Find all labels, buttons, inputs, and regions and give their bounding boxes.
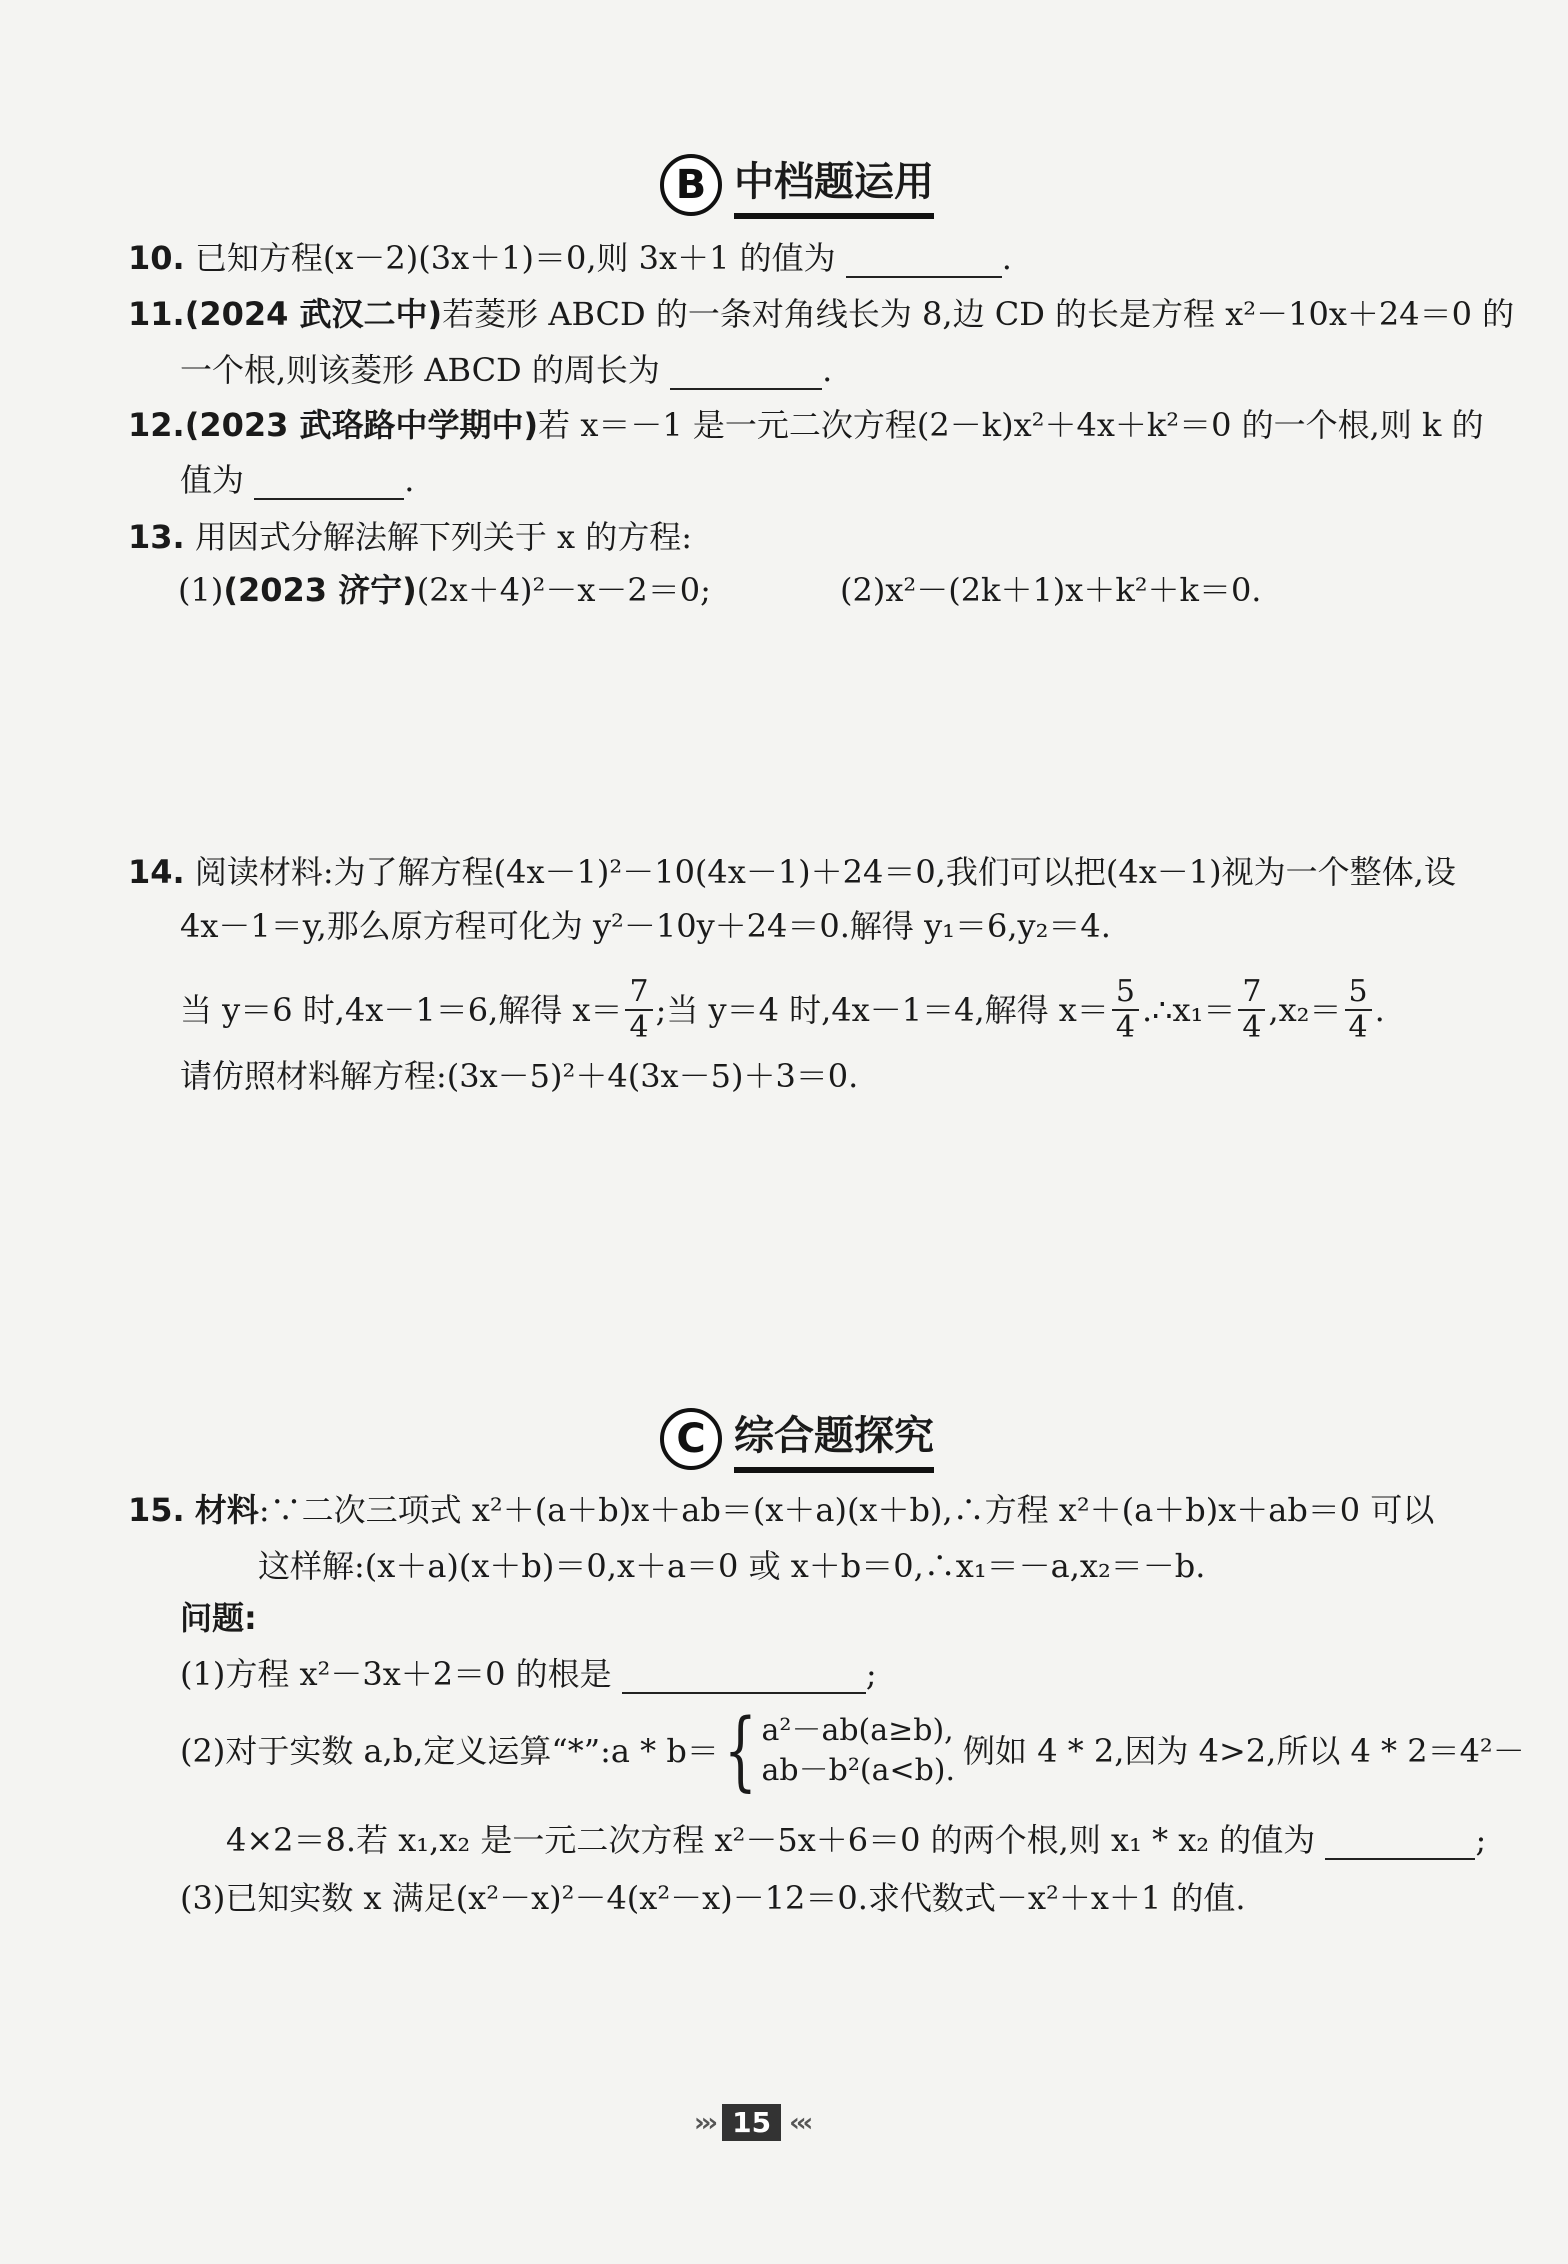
material-text: ;当 y＝4 时,4x－1＝4,解得 x＝ <box>655 991 1109 1029</box>
question-label: 问题: <box>180 1599 257 1637</box>
question-text: 若 x＝－1 是一元二次方程(2－k)x²＋4x＋k²＝0 的一个根,则 k 的 <box>538 406 1484 444</box>
case-2: ab－b²(a<b). <box>761 1753 956 1788</box>
material-text: .∴x₁＝ <box>1141 991 1236 1029</box>
question-end: . <box>822 351 833 389</box>
numerator: 5 <box>1112 975 1139 1011</box>
numerator: 7 <box>625 975 652 1011</box>
question-14 <box>128 852 1456 892</box>
question-15-part-3 <box>180 1878 1246 1918</box>
question-11 <box>128 294 1514 334</box>
denominator: 4 <box>1348 1010 1368 1045</box>
section-c-header <box>660 1404 934 1473</box>
question-number: 12. <box>128 406 185 444</box>
question-number: 13. <box>128 518 185 556</box>
section-c-badge: C <box>660 1408 722 1470</box>
question-11-line2 <box>180 350 832 390</box>
question-number: 15. <box>128 1491 185 1529</box>
material-text: :∵二次三项式 x²＋(a＋b)x＋ab＝(x＋a)(x＋b),∴方程 x²＋(a＋b)x＋ab＝0 可以 <box>258 1491 1435 1529</box>
question-text: 一个根,则该菱形 ABCD 的周长为 <box>180 351 660 389</box>
material-text: . <box>1374 991 1385 1029</box>
fraction <box>625 975 652 1045</box>
part-equation: (2x＋4)²－x－2＝0; <box>416 571 711 609</box>
question-end: . <box>404 461 415 499</box>
answer-blank[interactable] <box>1325 1826 1475 1860</box>
page-number-value: 15 <box>722 2104 781 2141</box>
answer-blank[interactable] <box>622 1660 866 1694</box>
question-15-part-1 <box>180 1654 877 1694</box>
question-text: 若菱形 ABCD 的一条对角线长为 8,边 CD 的长是方程 x²－10x＋24＝0 的 <box>442 295 1515 333</box>
question-12 <box>128 405 1484 445</box>
question-15 <box>128 1490 1434 1530</box>
question-source: (2024 武汉二中) <box>184 295 443 333</box>
answer-blank[interactable] <box>670 356 822 390</box>
question-10 <box>128 238 1012 278</box>
question-text: 已知方程(x－2)(3x＋1)＝0,则 3x＋1 的值为 <box>194 239 836 277</box>
question-15-line2 <box>258 1546 1205 1586</box>
fraction <box>1112 975 1139 1045</box>
part-label: (1) <box>178 571 224 609</box>
question-15-part-2-line2 <box>226 1820 1486 1860</box>
page-number <box>694 2104 809 2141</box>
right-chevrons-icon: ››› <box>694 2107 715 2138</box>
material-text: 这样解:(x＋a)(x＋b)＝0,x＋a＝0 或 x＋b＝0,∴x₁＝－a,x₂＝－b. <box>258 1547 1206 1585</box>
question-source: (2023 武珞路中学期中) <box>184 406 539 444</box>
answer-blank[interactable] <box>846 244 1002 278</box>
question-15-question-label <box>180 1598 257 1638</box>
piecewise-definition <box>719 1701 956 1801</box>
question-number: 14. <box>128 853 185 891</box>
question-text: 值为 <box>180 461 245 499</box>
numerator: 5 <box>1345 975 1372 1011</box>
material-text: 阅读材料:为了解方程(4x－1)²－10(4x－1)＋24＝0,我们可以把(4x－1)视为一个整体,设 <box>194 853 1456 891</box>
question-14-task <box>180 1056 858 1096</box>
denominator: 4 <box>1115 1010 1135 1045</box>
fraction <box>1345 975 1372 1045</box>
question-13 <box>128 517 692 557</box>
part-text: (1)方程 x²－3x＋2＝0 的根是 <box>180 1655 612 1693</box>
part-equation: (2)x²－(2k＋1)x＋k²＋k＝0. <box>840 571 1262 609</box>
question-text: 用因式分解法解下列关于 x 的方程: <box>194 518 693 556</box>
material-label: 材料 <box>194 1491 259 1529</box>
part-text: (3)已知实数 x 满足(x²－x)²－4(x²－x)－12＝0.求代数式－x²＋x＋1 的值. <box>180 1879 1246 1917</box>
part-text: 例如 4 * 2,因为 4>2,所以 4 * 2＝4²－ <box>963 1732 1525 1770</box>
question-14-line2 <box>180 906 1111 946</box>
question-number: 10. <box>128 239 185 277</box>
part-end: ; <box>1475 1821 1487 1859</box>
material-text: 当 y＝6 时,4x－1＝6,解得 x＝ <box>180 991 623 1029</box>
denominator: 4 <box>1242 1010 1262 1045</box>
question-15-part-2 <box>180 1701 1525 1801</box>
fraction <box>1238 975 1265 1045</box>
question-12-line2 <box>180 460 414 500</box>
left-brace: { <box>723 1701 757 1801</box>
material-text: 4x－1＝y,那么原方程可化为 y²－10y＋24＝0.解得 y₁＝6,y₂＝4. <box>180 907 1111 945</box>
section-c-title: 综合题探究 <box>734 1404 934 1473</box>
denominator: 4 <box>629 1010 649 1045</box>
question-13-part-1 <box>178 570 711 610</box>
cases <box>762 1711 956 1791</box>
question-number: 11. <box>128 295 185 333</box>
part-text: (2)对于实数 a,b,定义运算“*”:a * b＝ <box>180 1732 719 1770</box>
task-text: 请仿照材料解方程:(3x－5)²＋4(3x－5)＋3＝0. <box>180 1057 859 1095</box>
part-text: 4×2＝8.若 x₁,x₂ 是一元二次方程 x²－5x＋6＝0 的两个根,则 x₁ * x₂ 的值为 <box>226 1821 1316 1859</box>
part-end: ; <box>865 1655 877 1693</box>
left-chevrons-icon: ‹‹‹ <box>789 2107 810 2138</box>
section-b-header <box>660 150 934 219</box>
part-source: (2023 济宁) <box>223 571 417 609</box>
section-b-title: 中档题运用 <box>734 150 934 219</box>
question-end: . <box>1001 239 1012 277</box>
material-text: ,x₂＝ <box>1268 991 1342 1029</box>
question-13-part-2 <box>840 570 1261 610</box>
case-1: a²－ab(a≥b), <box>761 1713 954 1748</box>
answer-blank[interactable] <box>254 466 404 500</box>
numerator: 7 <box>1238 975 1265 1011</box>
section-b-badge: B <box>660 154 722 216</box>
question-14-line3 <box>180 975 1385 1045</box>
